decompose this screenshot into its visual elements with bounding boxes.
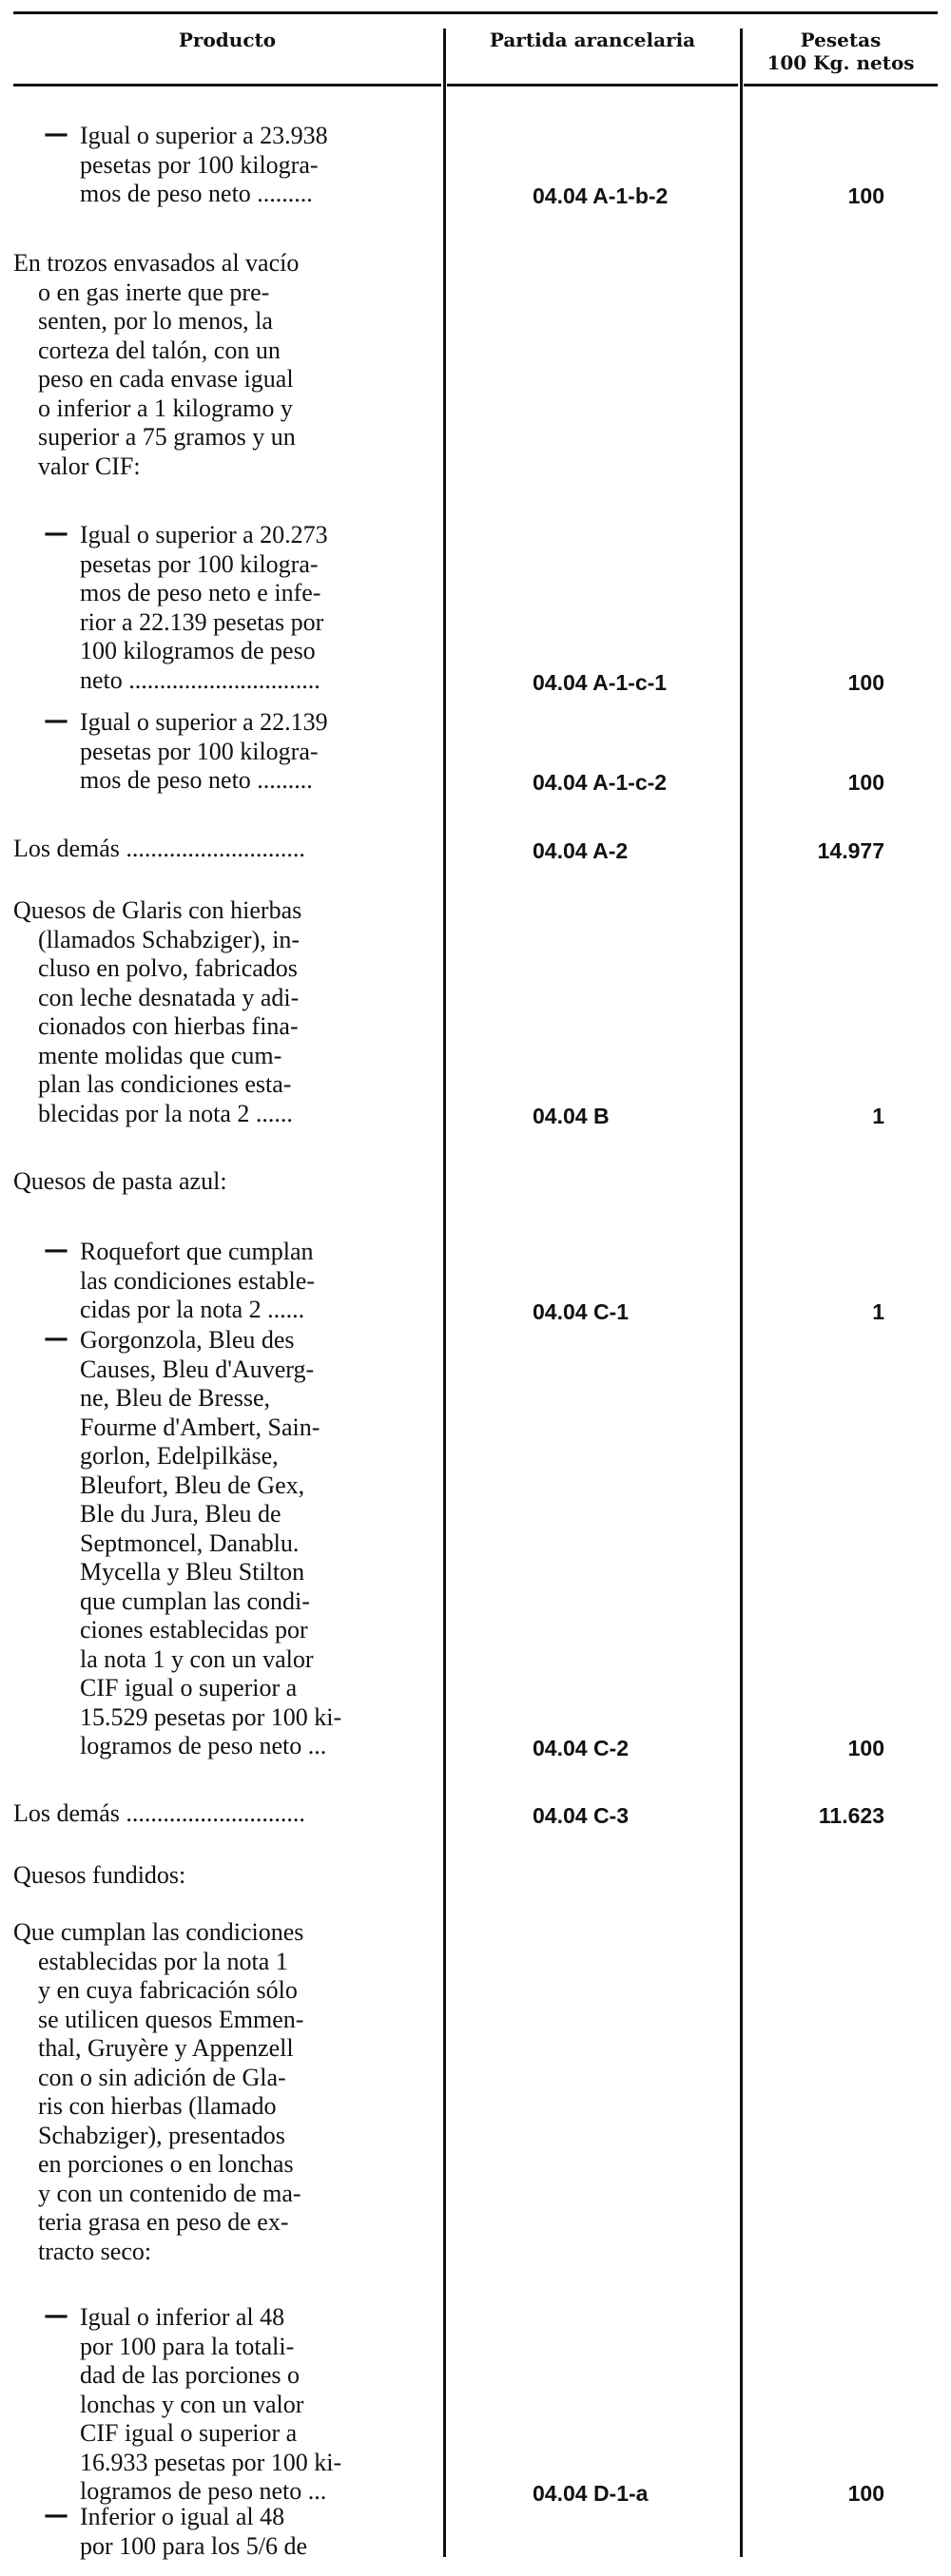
- description-line: ris con hierbas (llamado: [13, 2092, 277, 2120]
- column-divider-1: [443, 29, 446, 2557]
- description-line: Igual o superior a 20.273: [80, 521, 328, 548]
- description-line: ciones establecidas por: [80, 1616, 308, 1644]
- description-line: Mycella y Bleu Stilton: [80, 1558, 305, 1586]
- description-line: logramos de peso neto ...: [80, 1732, 327, 1759]
- product-description: [13, 835, 430, 864]
- dash-bullet: —: [44, 1236, 68, 1264]
- pesetas-value: 100: [847, 770, 884, 795]
- description-line: mente molidas que cum-: [13, 1041, 282, 1069]
- description-line: Quesos fundidos:: [13, 1861, 186, 1889]
- product-description: [13, 1167, 430, 1197]
- description-line: 100 kilogramos de peso: [80, 637, 316, 664]
- description-line: establecidas por la nota 1: [13, 1947, 288, 1975]
- description-line: la nota 1 y con un valor: [80, 1644, 314, 1673]
- tariff-code: 04.04 C-2: [533, 1736, 630, 1760]
- description-line: se utilicen quesos Emmen-: [13, 2005, 304, 2033]
- product-description: [80, 521, 430, 695]
- description-line: mos de peso neto .........: [80, 180, 313, 207]
- product-description: [13, 1861, 430, 1891]
- description-line: mos de peso neto e infe-: [80, 579, 321, 606]
- product-description: [80, 708, 430, 796]
- product-description: [80, 2303, 430, 2507]
- dash-bullet: —: [44, 1324, 68, 1353]
- description-line: 16.933 pesetas por 100 ki-: [80, 2448, 342, 2476]
- description-line: dad de las porciones o: [80, 2361, 301, 2389]
- product-description: [13, 1918, 430, 2266]
- pesetas-value: 100: [847, 183, 884, 208]
- pesetas-value: 100: [847, 669, 884, 695]
- product-description: [80, 1238, 430, 1325]
- description-line: Schabziger), presentados: [13, 2121, 285, 2149]
- pesetas-value: 1: [872, 1103, 884, 1128]
- description-line: Bleufort, Bleu de Gex,: [80, 1471, 305, 1499]
- description-line: por 100 para los 5/6 de: [80, 2531, 308, 2560]
- pesetas-value: 11.623: [818, 1803, 884, 1828]
- description-line: por 100 para la totali-: [80, 2332, 295, 2360]
- tariff-code: 04.04 A-1-b-2: [533, 183, 669, 208]
- description-line: mos de peso neto .........: [80, 766, 313, 794]
- top-rule: [13, 11, 938, 14]
- description-line: cidas por la nota 2 ......: [80, 1296, 305, 1323]
- description-line: o inferior a 1 kilogramo y: [13, 394, 293, 422]
- tariff-code: 04.04 D-1-a: [533, 2481, 649, 2506]
- description-line: pesetas por 100 kilogra-: [80, 737, 319, 765]
- description-line: pesetas por 100 kilogra-: [80, 150, 319, 179]
- description-line: ne, Bleu de Bresse,: [80, 1384, 271, 1412]
- description-line: pesetas por 100 kilogra-: [80, 549, 319, 578]
- description-line: y en cuya fabricación sólo: [13, 1976, 298, 2004]
- description-line: superior a 75 gramos y un: [13, 423, 296, 451]
- description-line: Ble du Jura, Bleu de: [80, 1500, 281, 1528]
- description-line: Quesos de pasta azul:: [13, 1167, 227, 1195]
- description-line: Igual o superior a 23.938: [80, 122, 328, 149]
- description-line: Causes, Bleu d'Auverg-: [80, 1355, 315, 1383]
- header-rule-producto: [13, 84, 441, 87]
- header-partida: Partida arancelaria: [489, 29, 696, 51]
- description-line: (llamados Schabziger), in-: [13, 925, 301, 953]
- description-line: CIF igual o superior a: [80, 1674, 298, 1701]
- description-line: que cumplan las condi-: [80, 1586, 310, 1615]
- description-line: Gorgonzola, Bleu des: [80, 1326, 295, 1354]
- description-line: Igual o inferior al 48: [80, 2303, 285, 2331]
- dash-bullet: —: [44, 120, 68, 148]
- pesetas-value: 14.977: [817, 838, 884, 863]
- product-description: [80, 2503, 430, 2561]
- product-description: [13, 896, 430, 1128]
- description-line: logramos de peso neto ...: [80, 2477, 327, 2505]
- header-rule-partida: [447, 84, 738, 87]
- description-line: con leche desnatada y adi-: [13, 983, 300, 1011]
- description-line: lonchas y con un valor: [80, 2390, 304, 2418]
- header-pesetas-line1: Pesetas: [800, 29, 882, 51]
- description-line: rior a 22.139 pesetas por: [80, 607, 324, 636]
- description-line: thal, Gruyère y Appenzell: [13, 2034, 294, 2062]
- tariff-code: 04.04 B: [533, 1103, 610, 1128]
- product-description: [80, 122, 430, 209]
- product-description: [13, 249, 430, 481]
- description-line: En trozos envasados al vacío: [13, 249, 300, 277]
- dash-bullet: —: [44, 706, 68, 735]
- description-line: con o sin adición de Gla-: [13, 2063, 286, 2091]
- description-line: Septmoncel, Danablu.: [80, 1528, 300, 1557]
- pesetas-value: 100: [847, 2481, 884, 2506]
- tariff-code: 04.04 A-1-c-2: [533, 770, 668, 795]
- description-line: Que cumplan las condiciones: [13, 1918, 304, 1946]
- description-line: Inferior o igual al 48: [80, 2503, 285, 2530]
- description-line: peso en cada envase igual: [13, 365, 294, 393]
- description-line: Fourme d'Ambert, Sain-: [80, 1413, 320, 1441]
- dash-bullet: —: [44, 519, 68, 548]
- description-line: valor CIF:: [13, 452, 141, 480]
- dash-bullet: —: [44, 2301, 68, 2330]
- description-line: Quesos de Glaris con hierbas: [13, 896, 302, 924]
- product-description: [13, 1799, 430, 1829]
- description-line: cluso en polvo, fabricados: [13, 954, 298, 982]
- header-producto: Producto: [178, 29, 277, 51]
- description-line: las condiciones estable-: [80, 1266, 315, 1295]
- description-line: en porciones o en lonchas: [13, 2150, 294, 2178]
- dash-bullet: —: [44, 2501, 68, 2529]
- description-line: cionados con hierbas fina-: [13, 1012, 299, 1040]
- tariff-code: 04.04 A-1-c-1: [533, 669, 668, 695]
- tariff-code: 04.04 C-3: [533, 1803, 630, 1828]
- description-line: plan las condiciones esta-: [13, 1070, 292, 1098]
- description-line: Los demás .............................: [13, 1799, 305, 1827]
- description-line: tracto seco:: [13, 2237, 152, 2265]
- description-line: neto ...............................: [80, 665, 320, 694]
- pesetas-value: 1: [872, 1299, 884, 1324]
- description-line: Los demás .............................: [13, 835, 305, 862]
- header-pesetas-line2: 100 Kg. netos: [767, 51, 915, 74]
- description-line: corteza del talón, con un: [13, 336, 281, 364]
- description-line: Roquefort que cumplan: [80, 1238, 314, 1265]
- tariff-code: 04.04 A-2: [533, 838, 629, 863]
- description-line: senten, por lo menos, la: [13, 307, 273, 335]
- product-description: [80, 1326, 430, 1761]
- column-divider-2: [740, 29, 743, 2557]
- description-line: teria grasa en peso de ex-: [13, 2208, 289, 2236]
- pesetas-value: 100: [847, 1736, 884, 1760]
- description-line: gorlon, Edelpilkäse,: [80, 1442, 279, 1470]
- description-line: Igual o superior a 22.139: [80, 708, 328, 736]
- description-line: y con un contenido de ma-: [13, 2179, 301, 2207]
- description-line: CIF igual o superior a: [80, 2419, 298, 2447]
- description-line: blecidas por la nota 2 ......: [13, 1099, 293, 1127]
- tariff-code: 04.04 C-1: [533, 1299, 630, 1324]
- header-pesetas: [744, 29, 938, 74]
- description-line: 15.529 pesetas por 100 ki-: [80, 1702, 342, 1731]
- header-rule-pesetas: [744, 84, 938, 87]
- description-line: o en gas inerte que pre-: [13, 278, 270, 306]
